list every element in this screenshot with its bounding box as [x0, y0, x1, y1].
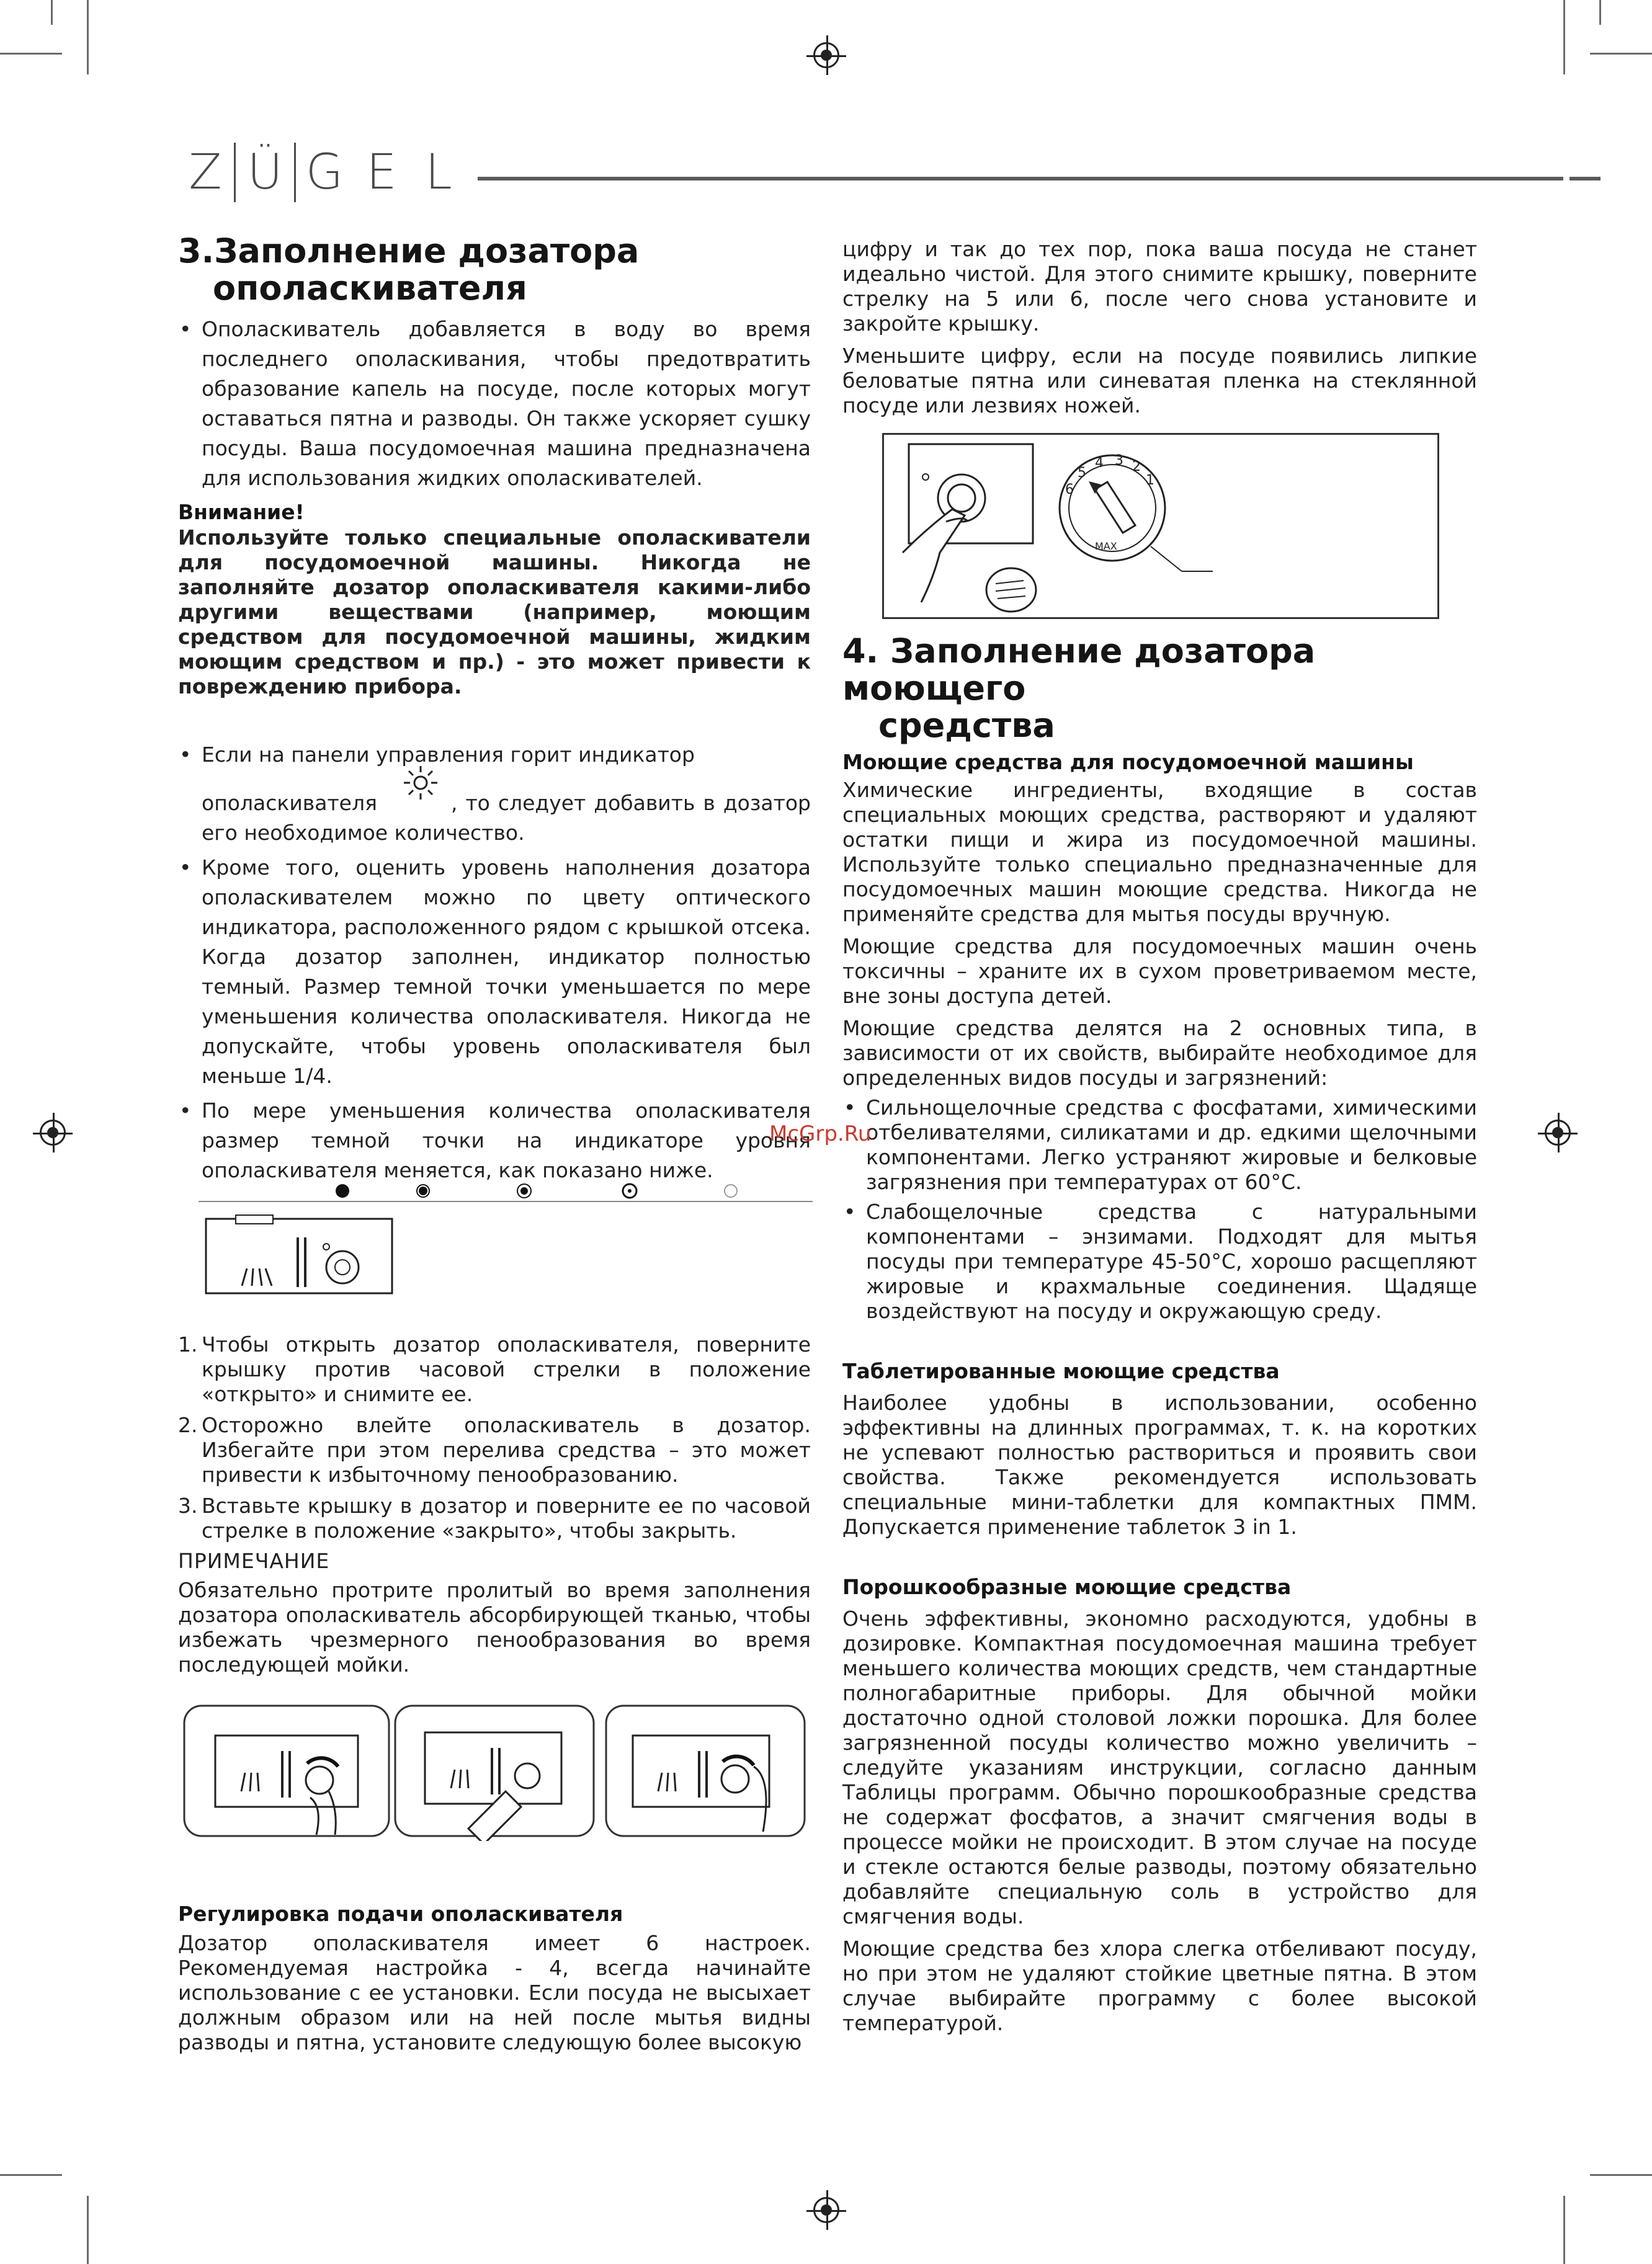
crop-mark: [87, 2196, 89, 2264]
brand-letter: G: [305, 145, 344, 200]
step-illustration-fill: [395, 1706, 594, 1841]
crop-mark: [1563, 0, 1565, 74]
header-rule-end: [1569, 177, 1601, 180]
sub1-heading: Моющие средства для посудомоечной машины: [842, 750, 1414, 774]
brand-letter: E: [366, 145, 397, 200]
bullet-indicator: [178, 740, 811, 848]
warning-text: Используйте только специальные ополаскиватели для посудомоечной машины. Никогда не заполняйте дозатор ополаскивателя какими-либо другими веществами (например, моющим средством для посудомоечной машины, жидким моющим средством и пр.) - это может привести к повреждению прибора.: [178, 525, 811, 698]
sub1-p1: Химические ингредиенты, входящие в состав специальных моющих средства, растворяют и удаляют остатки пищи и жира из посудомоечной машины. Используйте только специально предназначенные для посудомоечных машин моющие средства. Никогда не применяйте средства для мытья посуды вручную.: [842, 778, 1477, 926]
section4-title: [842, 633, 1477, 744]
step-number: 3.: [178, 1494, 198, 1518]
step-number: 1.: [178, 1332, 198, 1357]
sub2-p: Наиболее удобны в использовании, особенно эффективны на длинных программах, т. к. на коротких не успевают полностью раствориться и проявить свои свойства. Также рекомендуется использовать специальные мини-таблетки для компактных ПММ. Допускается применение таблеток 3 in 1.: [842, 1391, 1477, 1539]
warning-heading: Внимание!: [178, 500, 305, 524]
rinse-level-figure: [199, 1175, 819, 1299]
crop-mark: [0, 2174, 62, 2176]
dial-number: 5: [1078, 465, 1086, 481]
crop-mark: [1599, 0, 1601, 25]
sub1-bullet-strong: • Сильнощелочные средства с фосфатами, химическими отбеливателями, силикатами и др. едкими щелочными компонентами. Легко устраняют жировые и белковые загрязнения при температурах от 60°С.: [842, 1095, 1477, 1195]
right-column-section4: [842, 633, 1477, 2036]
step-text: Чтобы открыть дозатор ополаскивателя, поверните крышку против часовой стрелки в положение «открыто» и снимите ее.: [202, 1332, 811, 1406]
registration-mark: [40, 1120, 66, 1146]
crop-mark: [0, 53, 62, 55]
regulation-heading: Регулировка подачи ополаскивателя: [178, 1902, 623, 1926]
left-column: [178, 233, 811, 1185]
step-1: [178, 1332, 811, 1407]
step-number: 2.: [178, 1413, 198, 1437]
bullet-optical-indicator: • Кроме того, оценить уровень наполнения дозатора ополаскивателем можно по цвету оптического индикатора, расположенного рядом с крышкой отсека. Когда дозатор заполнен, индикатор полностью темный. Размер темной точки уменьшается по мере уменьшения количества ополаскивателя. Никогда не допускайте, чтобы уровень ополаскивателя был меньше 1/4.: [178, 853, 811, 1091]
crop-mark: [1590, 2174, 1652, 2176]
sub1-bullet-mild: • Слабощелочные средства с натуральными компонентами – энзимами. Подходят для мытья посуды при температуре 45-50°С, хорошо расщепляют жировые и крахмальные соединения. Щадяще воздействуют на посуду и окружающую среду.: [842, 1200, 1477, 1324]
brand-logo: [177, 143, 467, 202]
section3-title: [178, 233, 811, 307]
step-text: Осторожно влейте ополаскиватель в дозатор. Избегайте при этом перелива средства – это может привести к избыточному пенообразованию.: [202, 1413, 811, 1487]
crop-mark: [1590, 53, 1652, 55]
level-dot-full: [336, 1184, 349, 1198]
right-column: [842, 237, 1477, 418]
watermark: McGrp.Ru: [769, 1121, 872, 1146]
crop-mark: [87, 0, 89, 74]
step-2: [178, 1413, 811, 1487]
brand-letter: Z: [189, 145, 222, 200]
sub3-heading: Порошкообразные моющие средства: [842, 1575, 1292, 1599]
sub3-p1: Очень эффективны, экономно расходуются, удобны в дозировке. Компактная посудомоечная машина требует меньшего количества моющих средств, чем стандартные полногабаритные приборы. Для обычной мойки достаточно одной столовой ложки порошка. Для более загрязненной посуды количество можно увеличить – следуйте указаниям инструкции, согласно данным Таблицы программ. Обычно порошкообразные средства не содержат фосфатов, а значит смягчения воды в процессе мойки не происходит. В этом случае на посуде и стекле остаются белые разводы, поэтому обязательно добавляйте специальную соль в устройство для смягчения воды.: [842, 1607, 1477, 1928]
brand-letter: Ü: [234, 143, 296, 202]
dial-max-label: MAX: [1095, 540, 1117, 552]
note-text: Обязательно протрите пролитый во время заполнения дозатора ополаскиватель абсорбирующей тканью, чтобы избежать чрезмерного пенообразования во время последующей мойки.: [178, 1578, 811, 1677]
sun-icon: [399, 761, 442, 804]
bullet-indicator-part3: , то следует добавить в дозатор его необходимое количество.: [202, 791, 811, 845]
section3-title-line2: ополаскивателя: [213, 269, 527, 308]
regulation-block: [178, 1901, 811, 2055]
section4-title-line2: средства: [878, 706, 1055, 745]
dial-number: 1: [1146, 473, 1154, 488]
dial-number: 6: [1065, 482, 1074, 497]
sub2-heading: Таблетированные моющие средства: [842, 1359, 1280, 1383]
dial-number: 4: [1095, 455, 1104, 471]
sub3-p2: Моющие средства без хлора слегка отбеливают посуду, но при этом не удаляют стойкие цветные пятна. В этом случае выбирайте программу с более высокой температурой.: [842, 1936, 1477, 2035]
step-3: [178, 1494, 811, 1543]
note-heading: ПРИМЕЧАНИЕ: [178, 1549, 330, 1573]
step-text: Вставьте крышку в дозатор и поверните ее по часовой стрелке в положение «закрыто», чтобы закрыть.: [202, 1494, 811, 1543]
dial-figure: [882, 433, 1439, 619]
crop-mark: [1563, 2196, 1565, 2264]
right-para1: цифру и так до тех пор, пока ваша посуда не станет идеально чистой. Для этого снимите крышку, поверните стрелку на 5 или 6, после чего снова установите и закройте крышку.: [842, 237, 1477, 336]
registration-mark: [1545, 1120, 1571, 1146]
left-column-lower: [178, 1332, 811, 1677]
dial-number: 3: [1115, 453, 1123, 468]
dial-number: 2: [1132, 459, 1141, 475]
bullet-indicator-part2: ополаскивателя: [202, 791, 377, 815]
bullet-level-change: • По мере уменьшения количества ополаскивателя размер темной точки на индикаторе уровня ополаскивателя меняется, как показано ниже.: [178, 1096, 811, 1185]
registration-mark: [813, 42, 839, 68]
regulation-text: Дозатор ополаскивателя имеет 6 настроек. Рекомендуемая настройка - 4, всегда начинайте использование с ее установки. Если посуда не высыхает должным образом или на ней после мытья видны разводы и пятна, установите следующую более высокую: [178, 1931, 811, 2054]
bullet-rinse-purpose: • Ополаскиватель добавляется в воду во время последнего ополаскивания, чтобы предотвратить образование капель на посуде, после которых могут оставаться пятна и разводы. Он также ускоряет сушку посуды. Ваша посудомоечная машина предназначена для использования жидких ополаскивателей.: [178, 314, 811, 493]
header-rule: [478, 177, 1563, 180]
registration-mark: [813, 2197, 839, 2223]
level-dot-empty: [725, 1185, 737, 1197]
brand-letter: L: [425, 145, 452, 200]
crop-mark: [51, 0, 53, 25]
step-illustration-close: [606, 1706, 805, 1836]
bullet-indicator-part1: Если на панели управления горит индикатор: [202, 742, 695, 767]
step-illustration-open: [184, 1706, 389, 1836]
section3-title-line1: 3.Заполнение дозатора: [178, 231, 640, 270]
sub1-p3: Моющие средства делятся на 2 основных типа, в зависимости от их свойств, выбирайте необходимое для определенных видов посуды и загрязнений:: [842, 1016, 1477, 1090]
sub1-p2: Моющие средства для посудомоечных машин очень токсичны – храните их в сухом проветриваемом месте, вне зоны доступа детей.: [842, 934, 1477, 1008]
section4-title-line1: 4. Заполнение дозатора моющего: [842, 631, 1316, 708]
step-illustrations: [183, 1705, 816, 1841]
right-para2: Уменьшите цифру, если на посуде появились липкие беловатые пятна или синеватая пленка на стеклянной посуде или лезвиях ножей.: [842, 344, 1477, 417]
